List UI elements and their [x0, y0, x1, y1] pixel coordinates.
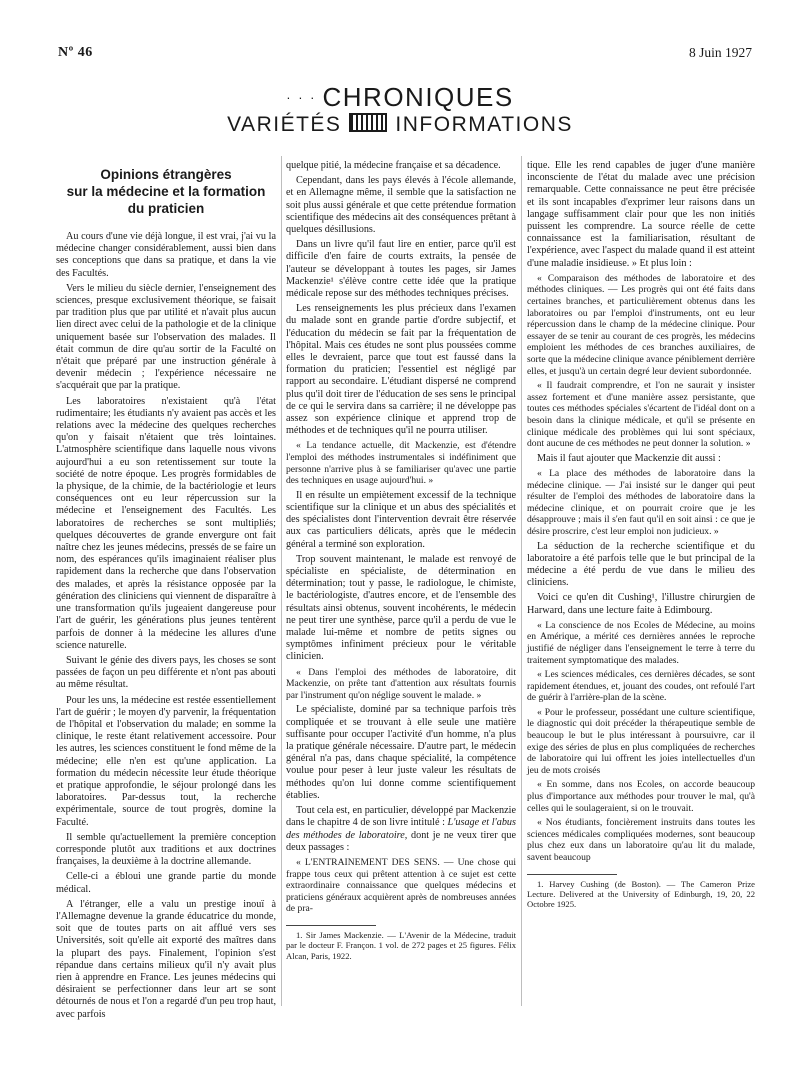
- masthead-title: [0, 82, 800, 113]
- paragraph: Il en résulte un empiètement excessif de la technique scientifique sur la clinique et un abus des spécialités et des spécialistes dont l'intervention devrait être réservée aux cas particuliers délicats, après que le médecin général a terminé son exploration.: [286, 489, 516, 550]
- paragraph: tique. Elle les rend capables de juger d'une manière inconsciente de l'état du malade avec une précision remarquable. Cette connaissance ne peut être précisée et ils sont incapables d'exprimer leur raisons dans un langage suffisamment clair pour que les non initiés puissent les comprendre. La source réelle de cette connaissance est la familiarisation, résultant de l'expérience, avec l'aspect du malade quand il est atteint d'une maladie insidieuse. » Et plus loin :: [527, 160, 755, 269]
- quote: « En somme, dans nos Ecoles, on accorde beaucoup plus d'importance aux méthodes pour trouver le mal, qu'à celles qui le soulageraient, si on le trouvait.: [527, 779, 755, 814]
- paragraph: Suivant le génie des divers pays, les choses se sont passées de façon un peu différente et n'ont pas abouti au même résultat.: [56, 654, 276, 691]
- issue-number: Nº 46: [58, 45, 93, 60]
- footnote-rule: [527, 874, 617, 875]
- paragraph: Cependant, dans les pays élevés à l'école allemande, et en Allemagne même, il semble que la satisfaction ne soit plus aussi générale et que cette prétendue formation scientifique des médecins ait des conséquences prêtant à quelques désillusions.: [286, 175, 516, 236]
- column-3: [527, 160, 755, 913]
- paragraph: La séduction de la recherche scientifique et du laboratoire a été parfois telle que le but principal de la médecine a été perdu de vue dans le milieu des cliniciens.: [527, 540, 755, 589]
- column-2: [286, 160, 516, 964]
- paragraph: Celle-ci a ébloui une grande partie du monde médical.: [56, 871, 276, 895]
- paragraph: A l'étranger, elle a valu un prestige inouï à l'Allemagne devenue la grande éducatrice du monde, soit que de toutes parts on ait afflué vers ses Universités, soit qu'elle ait exporté des maîtres dans la plupart des pays. Finalement, l'opinion s'est répandue dans certains milieux qu'il n'y avait plus rien à apprendre en France. Les jeunes médecins qui désiraient se perfectionner dans leur art se sont détournés de nous et l'on a regardé d'un peu trop haut, avec parfois: [56, 898, 276, 1020]
- column-1: [56, 160, 276, 1024]
- paragraph: Au cours d'une vie déjà longue, il est vrai, j'ai vu la médecine changer considérablement, aussi bien dans ses conceptions que dans sa pratique, et dans la vie des Facultés.: [56, 231, 276, 279]
- paragraph: Les laboratoires n'existaient qu'à l'état rudimentaire; les étudiants n'y avaient pas accès et les relations avec la médecine des quelques recherches qu'on y faisait n'étaient que très lointaines. L'atmosphère scientifique dans laquelle nous vivons aujourd'hui a eu son retentissement sur toute la société de notre époque. Les progrès formidables de la physique, de la chimie, de la bactériologie et leurs conséquences ont eu leur répercussion sur la médecine et l'enseignement des Facultés. Les laboratoires de recherches se sont multipliés; quelques découvertes de grande envergure ont fait naître chez les jeunes médecins, pressés de se faire un nom, des espérances qu'ils imaginaient réaliser plus rapidement dans la recherche que dans l'observation des malades, et après la résistance opposée par la génération des cliniciens qui viennent de disparaître à une transformation qu'ils jugeaient dangereuse pour l'art de guérir, les générations plus jeunes tentèrent parfois de donner à la médecine les allures d'une science naturelle.: [56, 395, 276, 651]
- quote: « Comparaison des méthodes de laboratoire et des méthodes cliniques. — Les progrès qui ont été faits dans certaines branches, et particulièrement obtenus dans les laboratoires ou par l'emploi d'instruments, ont eu leur répercussion dans le champ de la médecine clinique. Pour essayer de se tenir au courant de ces progrès, les médecins emploient les méthodes de ces branches auxiliaires, de sorte que la médecine clinique avance péniblement derrière elles, et jusqu'à un certain degré leur devient subordonnée.: [527, 272, 755, 377]
- column-divider: [281, 156, 282, 1006]
- paragraph: Les renseignements les plus précieux dans l'examen du malade sont en grande partie d'ordre subjectif, et l'éducation du médecin se fait par la fréquentation de l'hôpital. Mais ces études ne sont plus poussées comme elles le devraient, parce que tout est faussé dans la formation du praticien; l'essentiel est négligé par rapport au secondaire. L'étudiant dispersé ne comprend plus qu'il doit tirer de l'éducation de ses sens le principal de ce qui le servira dans sa carrière; il ne développe pas assez son expérience clinique et apprend trop de méthodes et de techniques qu'il ne pourra utiliser.: [286, 303, 517, 437]
- footnote: 1. Harvey Cushing (de Boston). — The Cameron Prize Lecture. Delivered at the University of Edinburgh, 19, 20, 22 Octobre 1925.: [527, 878, 755, 910]
- quote: « La place des méthodes de laboratoire dans la médecine clinique. — J'ai insisté sur le danger qui peut résulter de l'emploi des méthodes de laboratoire dans la médecine clinique, et on pourrait croire que je les désapprouve ; mais il s'en faut qu'il en soit ainsi : ce que je désire proscrire, c'est leur emploi non judicieux. »: [527, 467, 755, 537]
- quote: « Il faudrait comprendre, et l'on ne saurait y insister assez fortement et d'une manière assez persistante, que toutes ces méthodes spéciales s'écartent de l'idéal dont on a besoin dans la clinique médicale, et qu'il se présente en clinique médicale des problèmes qui lui sont spéciaux, dont aucune de ces méthodes ne peut donner la solution. »: [527, 380, 755, 450]
- paragraph: Dans un livre qu'il faut lire en entier, parce qu'il est difficile d'en faire de courts extraits, la pensée de l'auteur se développant à toutes les pages, sir James Mackenzie¹ s'élève contre cette idée que la pratique médicale repose sur des méthodes techniques précises.: [286, 239, 516, 300]
- quote: « La tendance actuelle, dit Mackenzie, est d'étendre l'emploi des méthodes instrumentales si indéfiniment que personne n'arrive plus à se familiariser qu'avec une partie des techniques en usage aujourd'hui. »: [286, 440, 516, 487]
- masthead-subtitle: [0, 113, 800, 137]
- quote: « La conscience de nos Ecoles de Médecine, au moins en Amérique, a mérité ces dernières années le reproche justifié de négliger dans l'enseignement le terre à terre du traitement symptomatique des malades.: [527, 619, 755, 666]
- article-title: Opinions étrangères sur la médecine et la formation du praticien: [66, 167, 266, 216]
- paragraph: Trop souvent maintenant, le malade est renvoyé de spécialiste en spécialiste, de détermination en détermination; tout y passe, le radiologue, le chimiste, le bactériologiste, d'autres encore, et de l'ensemble des résultats ainsi obtenus, souvent incohérents, le médecin ne peut tirer une synthèse, parce qu'il a perdu de vue le malade lui-même et nombre de petits signes ou symptômes infiniment précieux pour le véritable clinicien.: [286, 553, 516, 663]
- masthead-dots: · · ·: [286, 90, 317, 105]
- paragraph: quelque pitié, la médecine française et sa décadence.: [286, 160, 501, 171]
- book-chapter-title: L'usage et l'abus des méthodes de laboratoire,: [286, 817, 516, 841]
- masthead-chroniques: CHRONIQUES: [322, 82, 514, 112]
- column-divider: [521, 156, 522, 1006]
- paragraph: Mais il faut ajouter que Mackenzie dit aussi :: [537, 452, 721, 464]
- ornament-icon: [349, 113, 387, 132]
- paragraph: Vers le milieu du siècle dernier, l'enseignement des sciences, presque exclusivement théorique, se faisait par tradition plus que par utilité et n'avait plus aucun lien direct avec celui de la pathologie et de la clinique uniquement basée sur l'observation des malades. Il était commun de dire qu'au sortir de la Faculté on n'était que préparé par une instruction générale à devenir médecin ; l'expérience nécessaire ne s'acquérait que par la pratique.: [56, 282, 276, 392]
- issue-date: 8 Juin 1927: [688, 45, 752, 60]
- quote: « Les sciences médicales, ces dernières décades, se sont rapidement étendues, et, jouant des coudes, ont refoulé l'art de guérir à l'arrière-plan de la scène.: [527, 669, 755, 704]
- paragraph: Tout cela est, en particulier, développé par Mackenzie dans le chapitre 4 de son livre intitulé : L'usage et l'abus des méthodes de laboratoire, dont je ne veux tirer que deux passages :: [286, 805, 516, 853]
- masthead-informations: INFORMATIONS: [395, 113, 573, 136]
- paragraph: Il semble qu'actuellement la première conception corresponde plutôt aux traditions et aux doctrines françaises, la deuxième à la doctrine allemande.: [56, 831, 276, 868]
- quote: « Nos étudiants, foncièrement instruits dans toutes les sciences médicales compliquées modernes, sont beaucoup plus chez eux dans un laboratoire qu'au lit du malade, savent beaucoup: [527, 817, 755, 863]
- quote: « L'ENTRAINEMENT DES SENS. — Une chose qui frappe tous ceux qui prêtent attention à ce sujet est cette extraordinaire connaissance que quelques médecins et praticiens généraux acquièrent après de nombreuses années de pra-: [286, 856, 516, 915]
- quote: « Dans l'emploi des méthodes de laboratoire, dit Mackenzie, on prête tant d'attention aux résultats fournis par l'instrument qu'on néglige souvent le malade. »: [286, 666, 516, 701]
- footnote: 1. Sir James Mackenzie. — L'Avenir de la Médecine, traduit par le docteur F. Françon. 1 vol. de 272 pages et 25 figures. Félix Alcan, Paris, 1922.: [286, 929, 516, 961]
- paragraph: Pour les uns, la médecine est restée essentiellement l'art de guérir ; le moyen d'y parvenir, la fréquentation de l'hôpital et l'observation du malade; en somme la clinique, le reste étant relativement accessoire. Pour les autres, les sciences constituent le fond même de la médecine; elle n'en est qu'une application. La formation du médecin nécessite leur étude théorique et pratique approfondie, le séjour prolongé dans les laboratoires. Par-dessus tout, la recherche expérimentale, source de tout progrès, domine la Faculté.: [56, 694, 276, 828]
- paragraph: Le spécialiste, dominé par sa technique parfois très compliquée et se trouvant à elle seule une matière suffisante pour occuper l'activité d'un homme, n'a plus la pratique générale nécessaire. D'autre part, le médecin général n'a pas, dans chaque spécialité, la compétence voulue pour peser à leur juste valeur les résultats de méthodes qu'on lui donne comme scientifiquement établies.: [286, 704, 516, 801]
- paragraph: Voici ce qu'en dit Cushing¹, l'illustre chirurgien de Harward, dans une lecture faite à Edimbourg.: [527, 592, 755, 616]
- footnote-rule: [286, 925, 376, 926]
- masthead-varietes: VARIÉTÉS: [227, 113, 342, 136]
- quote: « Pour le professeur, possédant une culture scientifique, le diagnostic qui doit précéder la thérapeutique semble de beaucoup le but le plus intéressant à poursuivre, car il exige des séries de plus en plus compliquées de recherches de laboratoire qui lui offrent les joies intellectuelles d'un jeu de mots croisés: [527, 706, 755, 776]
